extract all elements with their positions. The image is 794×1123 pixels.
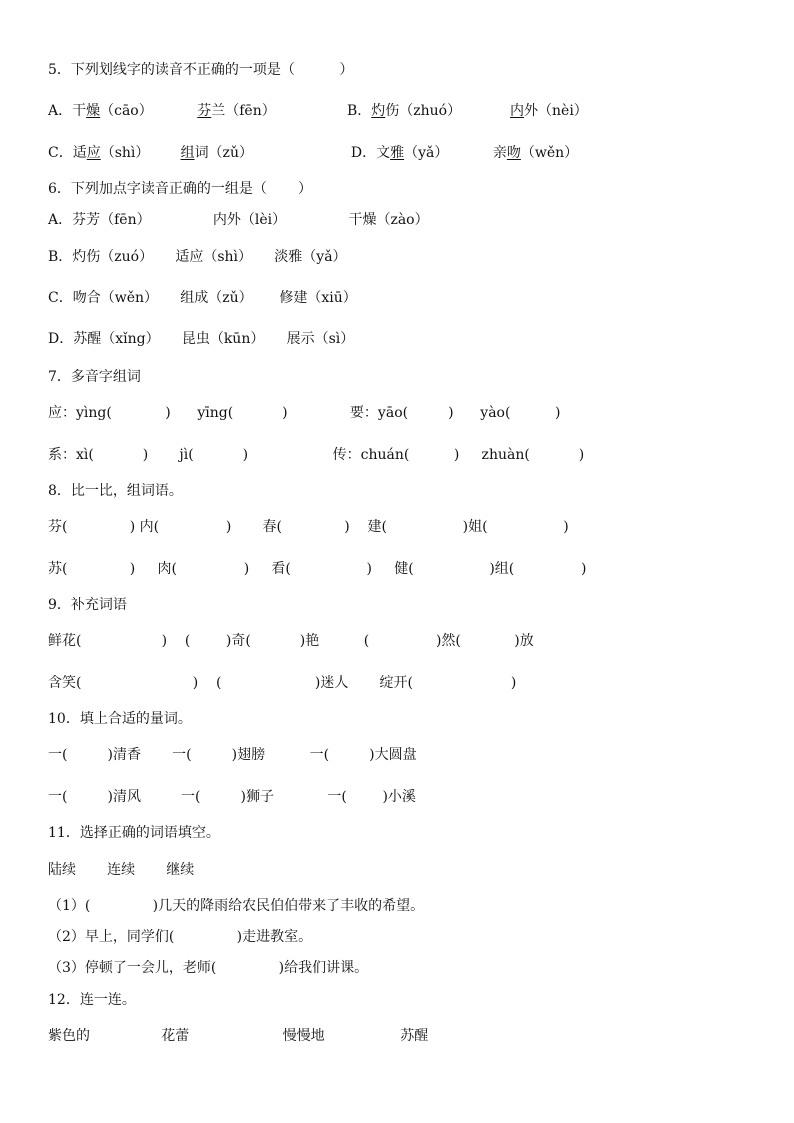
q5-a-pre: A．干 <box>48 103 87 119</box>
q5-a-underlined: 燥 <box>86 103 101 119</box>
q5-options-row-2 <box>48 144 578 162</box>
q5-b-pre: B． <box>346 103 372 119</box>
q5-d-pre: D．文 <box>350 145 391 161</box>
q5-d2-post: （wěn） <box>520 145 579 161</box>
q11-sentence-1: （1）( )几天的降雨给农民伯伯带来了丰收的希望。 <box>48 898 425 914</box>
q5-c2-underlined: 组 <box>180 145 195 161</box>
q10-row-1: 一( )清香 一( )翅膀 一( )大圆盘 <box>48 747 417 763</box>
q10-title: 10．填上合适的量词。 <box>48 711 192 727</box>
q5-d-underlined: 雅 <box>390 145 405 161</box>
q5-d-post: （yǎ） 亲 <box>404 145 507 161</box>
q7-row-1: 应：yìng( ) yīng( ) 要：yāo( ) yào( ) <box>48 405 561 421</box>
q7-title: 7．多音字组词 <box>48 369 141 385</box>
q9-title: 9．补充词语 <box>48 597 127 613</box>
q12-title: 12．连一连。 <box>48 992 136 1008</box>
q5-a-post: （cāo） <box>100 103 198 119</box>
q5-c-pre: C．适 <box>48 145 87 161</box>
q8-row-1: 芬( ) 内( ) 春( ) 建( )姐( ) <box>48 519 569 535</box>
q11-sentence-2: （2）早上，同学们( )走进教室。 <box>48 929 313 945</box>
q7-row-2: 系：xì( ) jì( ) 传：chuán( ) zhuàn( ) <box>48 447 585 463</box>
q6-option-d: D．苏醒（xǐng） 昆虫（kūn） 展示（sì） <box>48 331 355 347</box>
q5-a2-underlined: 芬 <box>197 103 212 119</box>
q5-b2-underlined: 内 <box>510 103 525 119</box>
q5-d2-underlined: 吻 <box>506 145 521 161</box>
q6-title: 6．下列加点字读音正确的一组是（ ） <box>48 181 313 197</box>
q5-b-underlined: 灼 <box>371 103 386 119</box>
q8-title: 8．比一比，组词语。 <box>48 483 183 499</box>
q5-b-post: 伤（zhuó） <box>385 103 511 119</box>
q5-c-post: （shì） <box>100 145 181 161</box>
q5-b2-post: 外（nèi） <box>524 103 588 119</box>
q8-row-2: 苏( ) 肉( ) 看( ) 健( )组( ) <box>48 561 587 577</box>
q11-word-options: 陆续 连续 继续 <box>48 862 195 878</box>
q12-row-1: 紫色的 花蕾 慢慢地 苏醒 <box>48 1028 429 1044</box>
q10-row-2: 一( )清风 一( )狮子 一( )小溪 <box>48 789 416 805</box>
q5-title: 5．下列划线字的读音不正确的一项是（ ） <box>48 62 354 78</box>
q5-a2-post: 兰（fēn） <box>211 103 347 119</box>
q5-options-row-1 <box>48 102 588 120</box>
q5-c-underlined: 应 <box>86 145 101 161</box>
q11-sentence-3: （3）停顿了一会儿，老师( )给我们讲课。 <box>48 960 369 976</box>
q5-c2-post: 词（zǔ） <box>194 145 351 161</box>
q9-row-1: 鲜花( ) ( )奇( )艳 ( )然( )放 <box>48 633 534 649</box>
q11-title: 11．选择正确的词语填空。 <box>48 825 220 841</box>
q9-row-2: 含笑( ) ( )迷人 绽开( ) <box>48 675 517 691</box>
q6-option-a: A．芬芳（fēn） 内外（lèi） 干燥（zào） <box>48 212 429 228</box>
q6-option-c: C．吻合（wěn） 组成（zǔ） 修建（xiū） <box>48 290 357 306</box>
q6-option-b: B．灼伤（zuó） 适应（shì） 淡雅（yǎ） <box>48 249 347 265</box>
